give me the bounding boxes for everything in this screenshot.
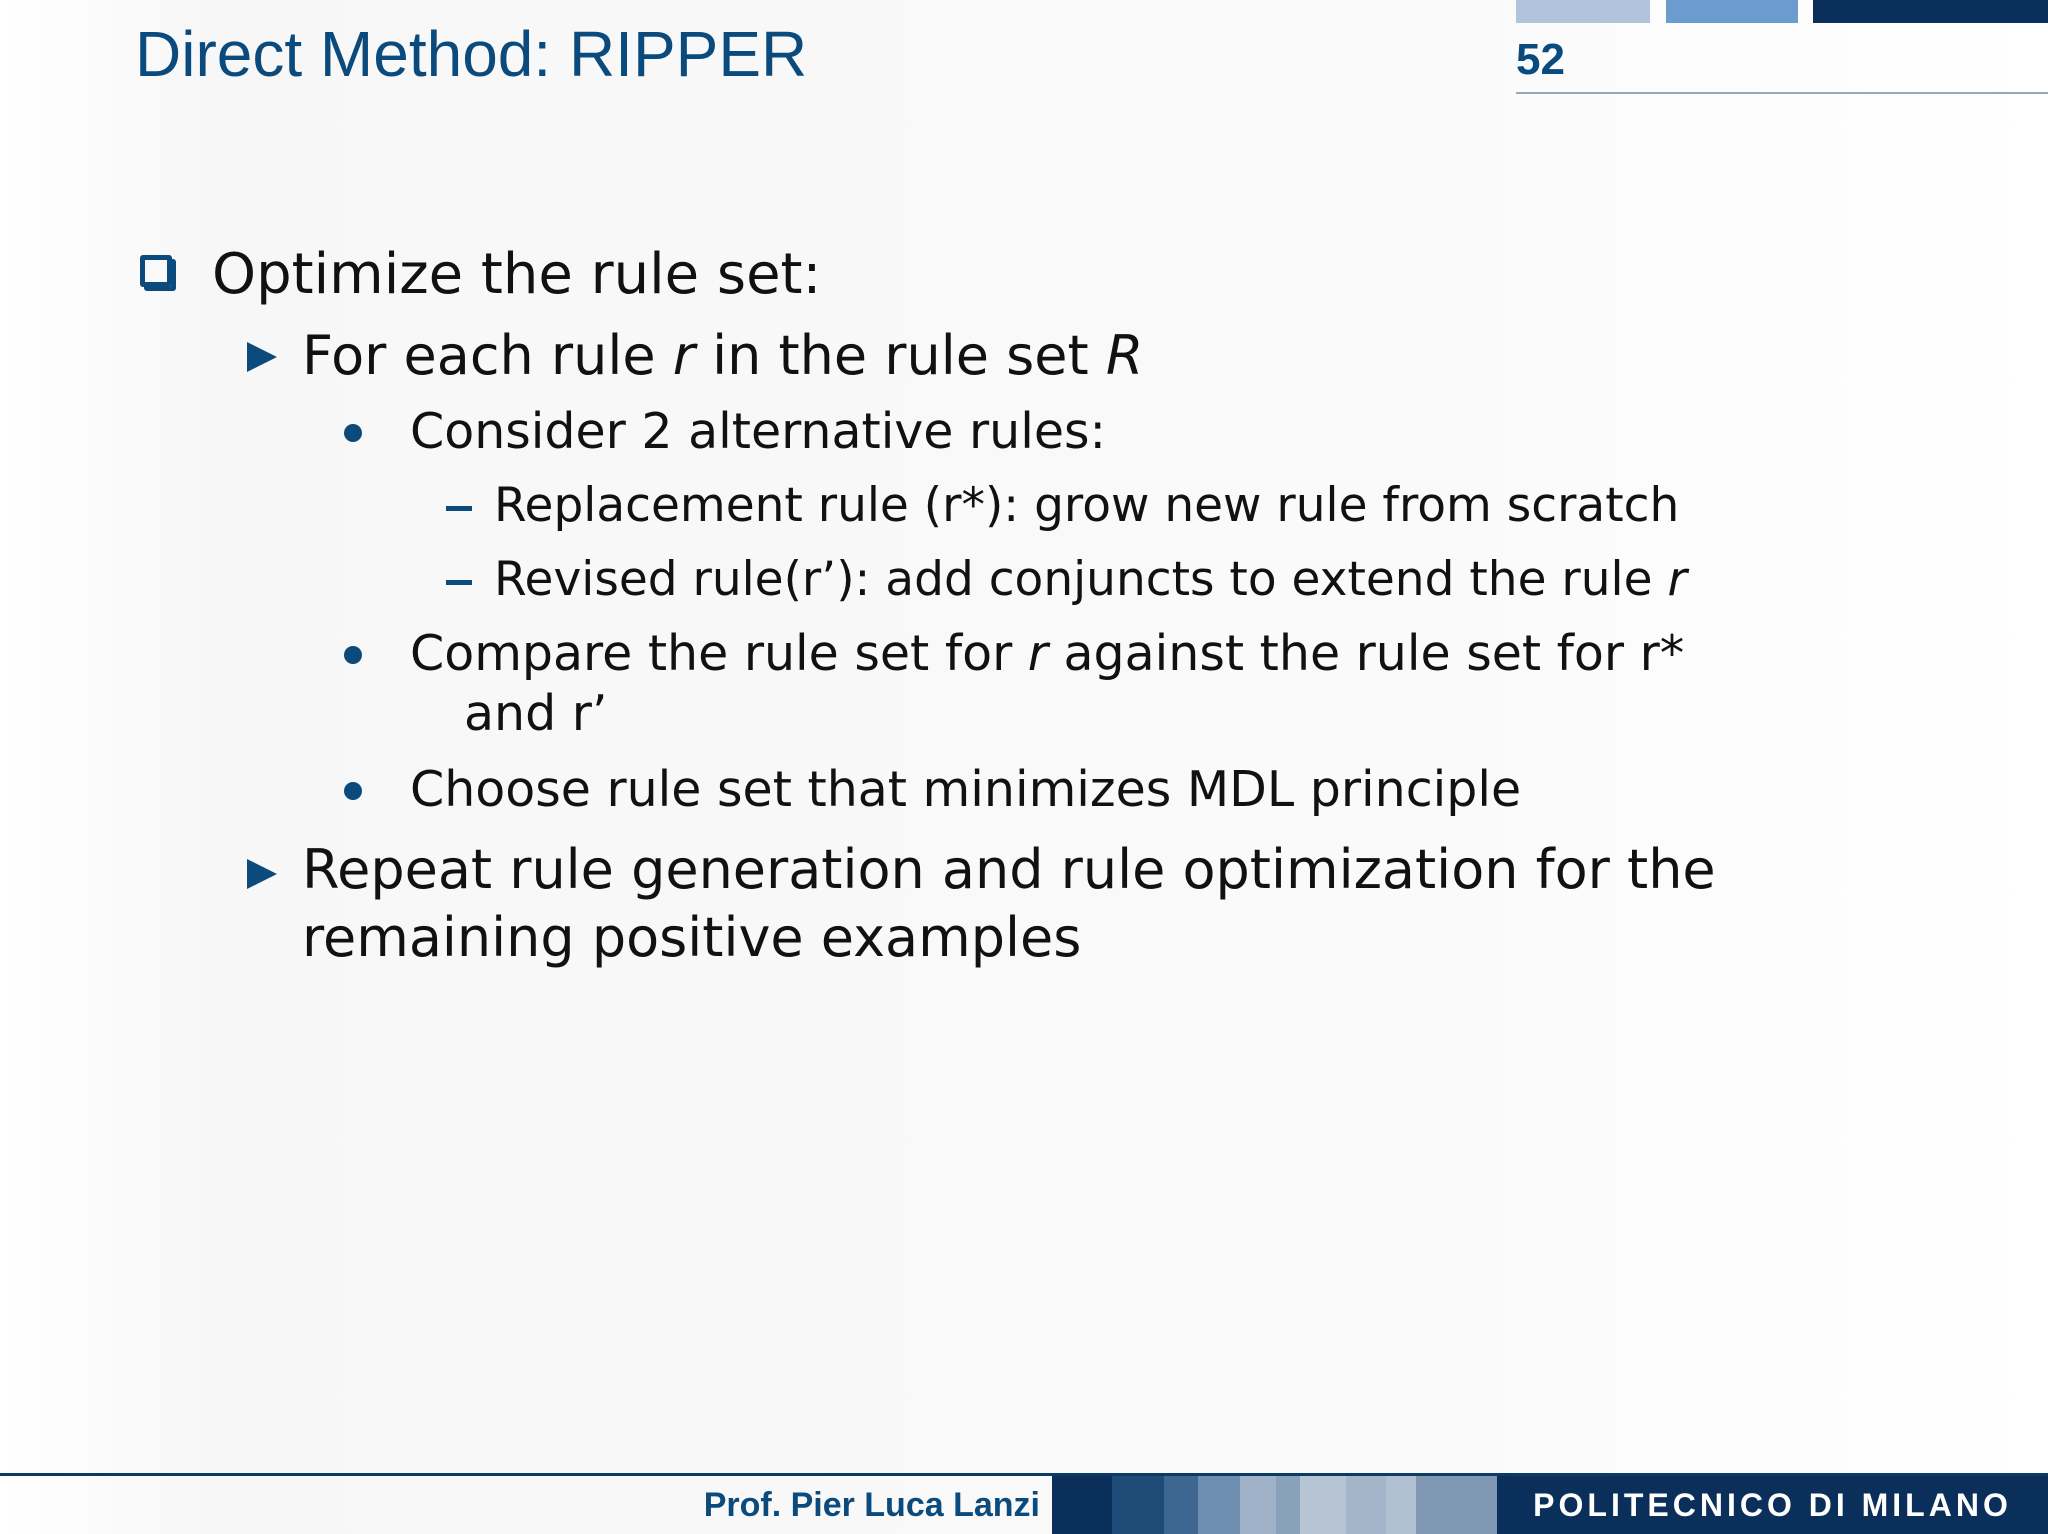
bullet-for-each-rule — [302, 322, 1143, 390]
text-segment: in the rule set — [694, 324, 1106, 387]
footer-segment — [1112, 1476, 1164, 1534]
bullet-compare-continuation: and r’ — [464, 685, 608, 742]
bullet-repeat-generation: Repeat rule generation and rule optimization for the — [302, 838, 1716, 901]
bullet-replacement-rule: Replacement rule (r*): grow new rule from scratch — [494, 478, 1680, 533]
arrow-bullet-icon — [247, 859, 277, 889]
footer-segment — [1276, 1476, 1300, 1534]
footer-segment — [1386, 1476, 1416, 1534]
bullet-consider-alternatives: Consider 2 alternative rules: — [410, 403, 1107, 460]
footer-segment — [1300, 1476, 1346, 1534]
footer-segment — [1198, 1476, 1240, 1534]
header-block-light — [1516, 0, 1650, 23]
footer-institution-logo: POLITECNICO DI MILANO — [1497, 1476, 2048, 1534]
footer-author: Prof. Pier Luca Lanzi — [703, 1486, 1040, 1524]
header-block-medium — [1666, 0, 1798, 23]
bullet-repeat-continuation: remaining positive examples — [302, 906, 1082, 969]
slide-title: Direct Method: RIPPER — [135, 18, 808, 90]
dot-bullet-icon — [344, 424, 362, 442]
footer-segment — [1052, 1476, 1112, 1534]
header-block-dark — [1813, 0, 2048, 23]
footer-segment — [1346, 1476, 1386, 1534]
checkbox-bullet-icon — [140, 255, 172, 287]
bullet-optimize-rule-set: Optimize the rule set: — [212, 242, 822, 307]
header-rule — [1516, 92, 2048, 94]
text-segment: Revised rule(r’): add conjuncts to extend the rule — [494, 552, 1668, 607]
dash-bullet-icon — [446, 506, 472, 511]
footer-segment — [1240, 1476, 1276, 1534]
footer-segment — [1164, 1476, 1198, 1534]
text-segment: For each rule — [302, 324, 673, 387]
variable-R: R — [1105, 324, 1144, 387]
dot-bullet-icon — [344, 646, 362, 664]
variable-r: r — [1027, 625, 1048, 682]
dot-bullet-icon — [344, 782, 362, 800]
text-segment: against the rule set for r* — [1047, 625, 1685, 682]
footer-segment — [1416, 1476, 1497, 1534]
bullet-revised-rule — [494, 550, 1687, 610]
bullet-compare-rule-sets — [410, 624, 1684, 684]
dash-bullet-icon — [446, 580, 472, 585]
bullet-choose-mdl: Choose rule set that minimizes MDL principle — [410, 761, 1522, 818]
arrow-bullet-icon — [247, 342, 277, 372]
text-segment: Compare the rule set for — [410, 625, 1028, 682]
page-number: 52 — [1516, 35, 1565, 84]
variable-r: r — [1667, 552, 1687, 607]
variable-r: r — [672, 324, 695, 387]
